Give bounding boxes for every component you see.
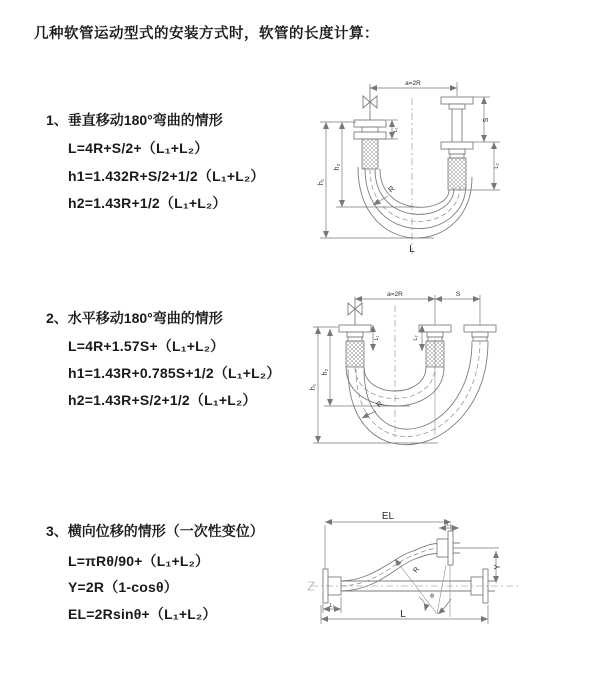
formula-line: h2=1.43R+S/2+1/2（L₁+L₂） <box>68 392 257 408</box>
section-heading: 3、横向位移的情形（一次性变位） <box>46 523 264 539</box>
section-heading: 2、水平移动180°弯曲的情形 <box>46 310 223 326</box>
hose-drawing <box>308 531 518 617</box>
dim-label-l2: L₂ <box>446 522 452 528</box>
section-vertical-movement <box>46 110 326 230</box>
section-heading: 1、垂直移动180°弯曲的情形 <box>46 112 223 128</box>
dimensions <box>321 511 502 624</box>
diagram-horizontal-180-bend <box>310 287 555 459</box>
formula-line: Y=2R（1-cosθ） <box>68 579 178 595</box>
diagram-vertical-180-bend <box>312 72 552 260</box>
flange-left <box>354 120 386 169</box>
dim-label-length: L <box>409 244 415 255</box>
valve-icon <box>363 84 377 120</box>
dim-label-length: L <box>400 609 406 620</box>
flange-left <box>339 325 371 367</box>
hose-drawing <box>339 297 496 445</box>
dim-label-s: S <box>455 291 461 298</box>
formula-line: h1=1.432R+S/2+1/2（L₁+L₂） <box>68 168 265 184</box>
dim-label-radius: R <box>374 398 385 410</box>
formula-line: L=4R+S/2+（L₁+L₂） <box>68 140 209 156</box>
dim-label-h1: h₁ <box>310 383 317 391</box>
formula-line: h2=1.43R+1/2（L₁+L₂） <box>68 195 227 211</box>
dimensions <box>318 80 500 255</box>
valve-icon <box>348 297 362 325</box>
dim-label-l2: L₂ <box>413 335 419 341</box>
dim-label-span: a=2R <box>405 80 421 87</box>
page-title: 几种软管运动型式的安装方式时，软管的长度计算： <box>34 26 379 42</box>
dim-label-h2: h₂ <box>334 163 341 171</box>
formula-line: h1=1.43R+0.785S+1/2（L₁+L₂） <box>68 365 281 381</box>
dim-label-span: a=2R <box>387 291 403 298</box>
flange-right <box>441 97 473 190</box>
formula-line: L=4R+1.57S+（L₁+L₂） <box>68 338 225 354</box>
dim-label-l2: L₂ <box>494 163 500 169</box>
dim-label-l1: L₁ <box>393 127 399 133</box>
hose-drawing <box>354 84 473 254</box>
dim-label-radius: R <box>412 566 422 575</box>
dim-label-el: EL <box>381 511 395 522</box>
dim-label-l1: L₁ <box>374 335 380 341</box>
dim-label-theta: θ <box>430 593 434 600</box>
dim-label-s: S <box>483 117 490 123</box>
formula-line: EL=2Rsinθ+（L₁+L₂） <box>68 606 217 622</box>
flange-middle <box>419 325 451 367</box>
dim-label-radius: R <box>386 183 397 195</box>
formula-line: L=πRθ/90+（L₁+L₂） <box>68 553 210 569</box>
dim-label-h1: h₁ <box>318 178 325 186</box>
dim-label-y: Y <box>493 564 502 570</box>
section-horizontal-movement <box>46 308 326 428</box>
section-lateral-displacement <box>46 521 326 641</box>
flange-right <box>464 325 496 341</box>
diagram-lateral-displacement <box>303 507 595 652</box>
dim-label-l1: L₁ <box>329 603 335 609</box>
dim-label-h2: h₂ <box>322 368 329 376</box>
